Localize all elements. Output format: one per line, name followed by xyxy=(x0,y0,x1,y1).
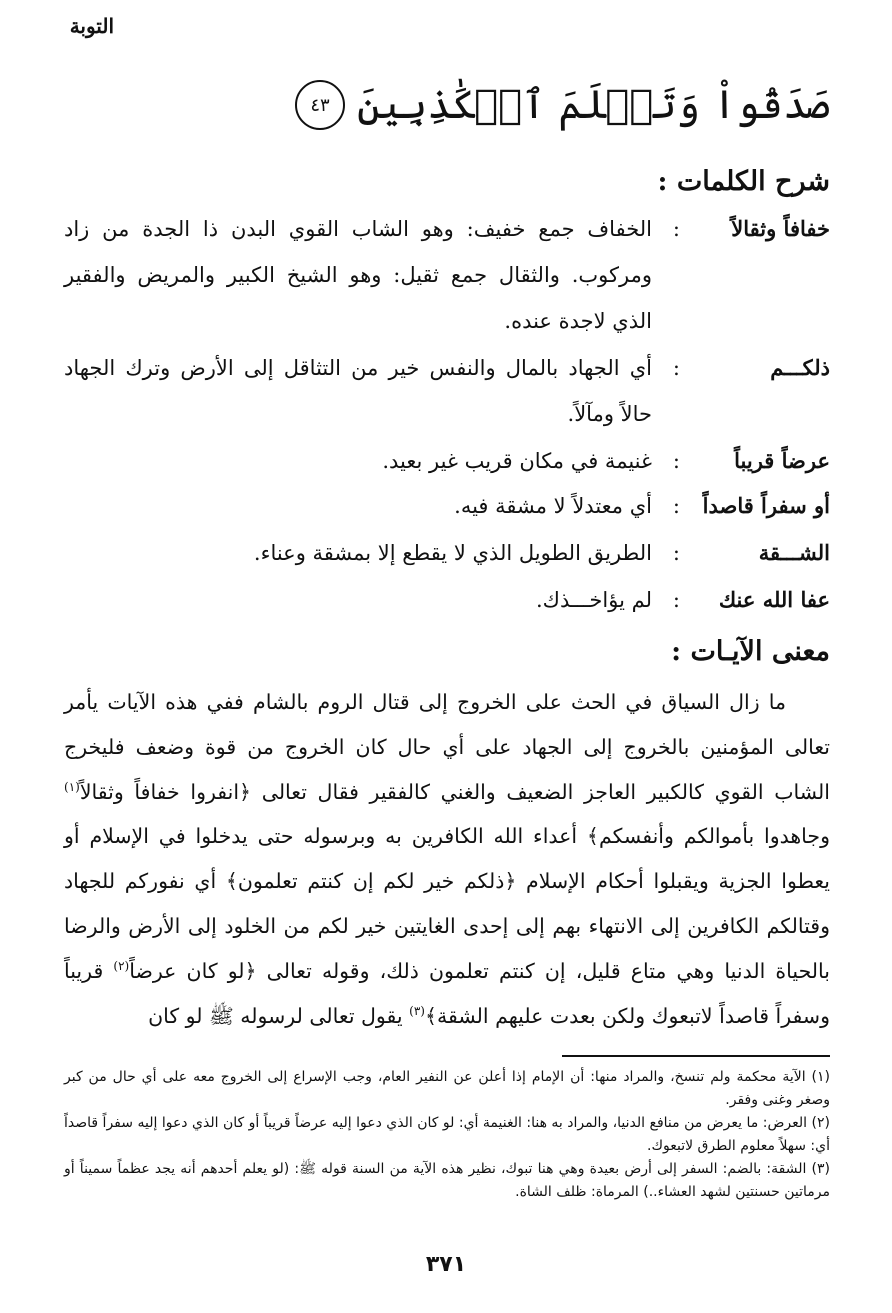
gloss-term: عرضاً قريباً xyxy=(734,448,830,473)
footnote-reference: (١) xyxy=(64,779,80,794)
gloss-colon: : xyxy=(672,217,680,241)
gloss-definition: أي الجهاد بالمال والنفس خير من التثاقل إلى الأرض وترك الجهاد حالاً ومآلاً. xyxy=(64,356,652,426)
gloss-term: ذلكـــم xyxy=(770,355,830,380)
meaning-text: وجاهدوا بأموالكم وأنفسكم﴾ أعداء الله الكافرين به وبرسوله حتى يدخلوا في الإسلام أو يعطوا الجزية ويقبلوا أحكام الإسلام ﴿ذلكم خير لكم إن كنتم تعلمون﴾ أي نفوركم للجهاد وقتالكم الكافرين إلى الانتهاء بهم إلى إحدى الغايتين خير لكم من الخلود إلى الأرض والرضا بالحياة الدنيا وهي متاع قليل، إن كنتم تعلمون ذلك، وقوله تعالى ﴿لو كان عرضاً xyxy=(64,824,830,983)
footnote: (٣) الشقة: بالضم: السفر إلى أرض بعيدة وهي هنا تبوك، نظير هذه الآية من السنة قوله ﷺ: (لو يعلم أحدهم أنه يجد عظماً سميناً أو مرماتين حسنتين لشهد العشاء..) المرماة: ظلف الشاة. xyxy=(64,1161,830,1200)
footnote: (٢) العرض: ما يعرض من منافع الدنيا، والمراد به هنا: الغنيمة أي: لو كان الذي دعوا إليه عرضاً قريباً أو كان الذي دعوا إليه سفراً قاصداً أي: سهلاً معلوم الطرق لاتبعوك. xyxy=(64,1115,830,1154)
ayah-number-marker: ٤٣ xyxy=(295,80,345,130)
footnote-reference: (٣) xyxy=(409,1003,425,1018)
page-number: ٣٧١ xyxy=(425,1252,467,1277)
gloss-entry xyxy=(64,530,830,576)
gloss-definition: الخفاف جمع خفيف: وهو الشاب القوي البدن ذا الجدة من زاد ومركوب. والثقال جمع ثقيل: وهو الشيخ الكبير والمريض والفقير الذي لاجدة عنده. xyxy=(64,217,652,333)
surah-header: التوبة xyxy=(69,14,114,38)
gloss-definition: الطريق الطويل الذي لا يقطع إلا بمشقة وعناء. xyxy=(253,541,652,565)
verse-text: صَدَقُواْ وَتَعۡلَمَ ٱلۡكَٰذِبِينَ xyxy=(356,82,830,128)
gloss-term: أو سفراً قاصداً xyxy=(702,493,830,518)
gloss-term: عفا الله عنك xyxy=(718,587,830,612)
gloss-colon: : xyxy=(672,356,680,380)
gloss-entry xyxy=(64,483,830,529)
meaning-paragraph xyxy=(64,680,830,1038)
quran-verse-line xyxy=(295,80,830,130)
gloss-definition: غنيمة في مكان قريب غير بعيد. xyxy=(382,449,652,473)
meaning-text: ما زال السياق في الحث على الخروج إلى قتال الروم بالشام ففي هذه الآيات يأمر تعالى المؤمنين بالخروج إلى الجهاد على أي حال كان الخروج من قوة وضعف فليخرج الشاب القوي كالكبير العاجز الضعيف والغني كالفقير فقال تعالى ﴿انفروا خفافاً وثقالاً xyxy=(64,690,830,804)
gloss-colon: : xyxy=(672,541,680,565)
gloss-term: الشـــقة xyxy=(758,540,830,565)
gloss-colon: : xyxy=(672,588,680,612)
meaning-heading: معنى الآيـات : xyxy=(671,636,830,667)
gloss-colon: : xyxy=(672,494,680,518)
gloss-colon: : xyxy=(672,449,680,473)
gloss-entry xyxy=(64,438,830,484)
gloss-entry xyxy=(64,577,830,623)
gloss-entry xyxy=(64,345,830,437)
footnote-divider xyxy=(562,1055,830,1057)
footnote: (١) الآية محكمة ولم تنسخ، والمراد منها: أن الإمام إذا أعلن عن النفير العام، وجب الإسراع إلى الخروج معه على أي حال من كبر وصغر وغنى وفقر. xyxy=(64,1069,830,1108)
gloss-entry xyxy=(64,206,830,344)
footnotes xyxy=(64,1066,830,1204)
glossary-heading: شرح الكلمات : xyxy=(657,166,830,197)
gloss-term: خفافاً وثقالاً xyxy=(731,216,830,241)
meaning-text: قريباً وسفراً قاصداً لاتبعوك ولكن بعدت عليهم الشقة﴾ xyxy=(64,958,830,1028)
gloss-definition: أي معتدلاً لا مشقة فيه. xyxy=(454,494,652,518)
gloss-definition: لم يؤاخـــذك. xyxy=(535,588,652,612)
meaning-text: يقول تعالى لرسوله ﷺ لو كان xyxy=(148,1003,410,1028)
footnote-reference: (٢) xyxy=(113,958,130,973)
